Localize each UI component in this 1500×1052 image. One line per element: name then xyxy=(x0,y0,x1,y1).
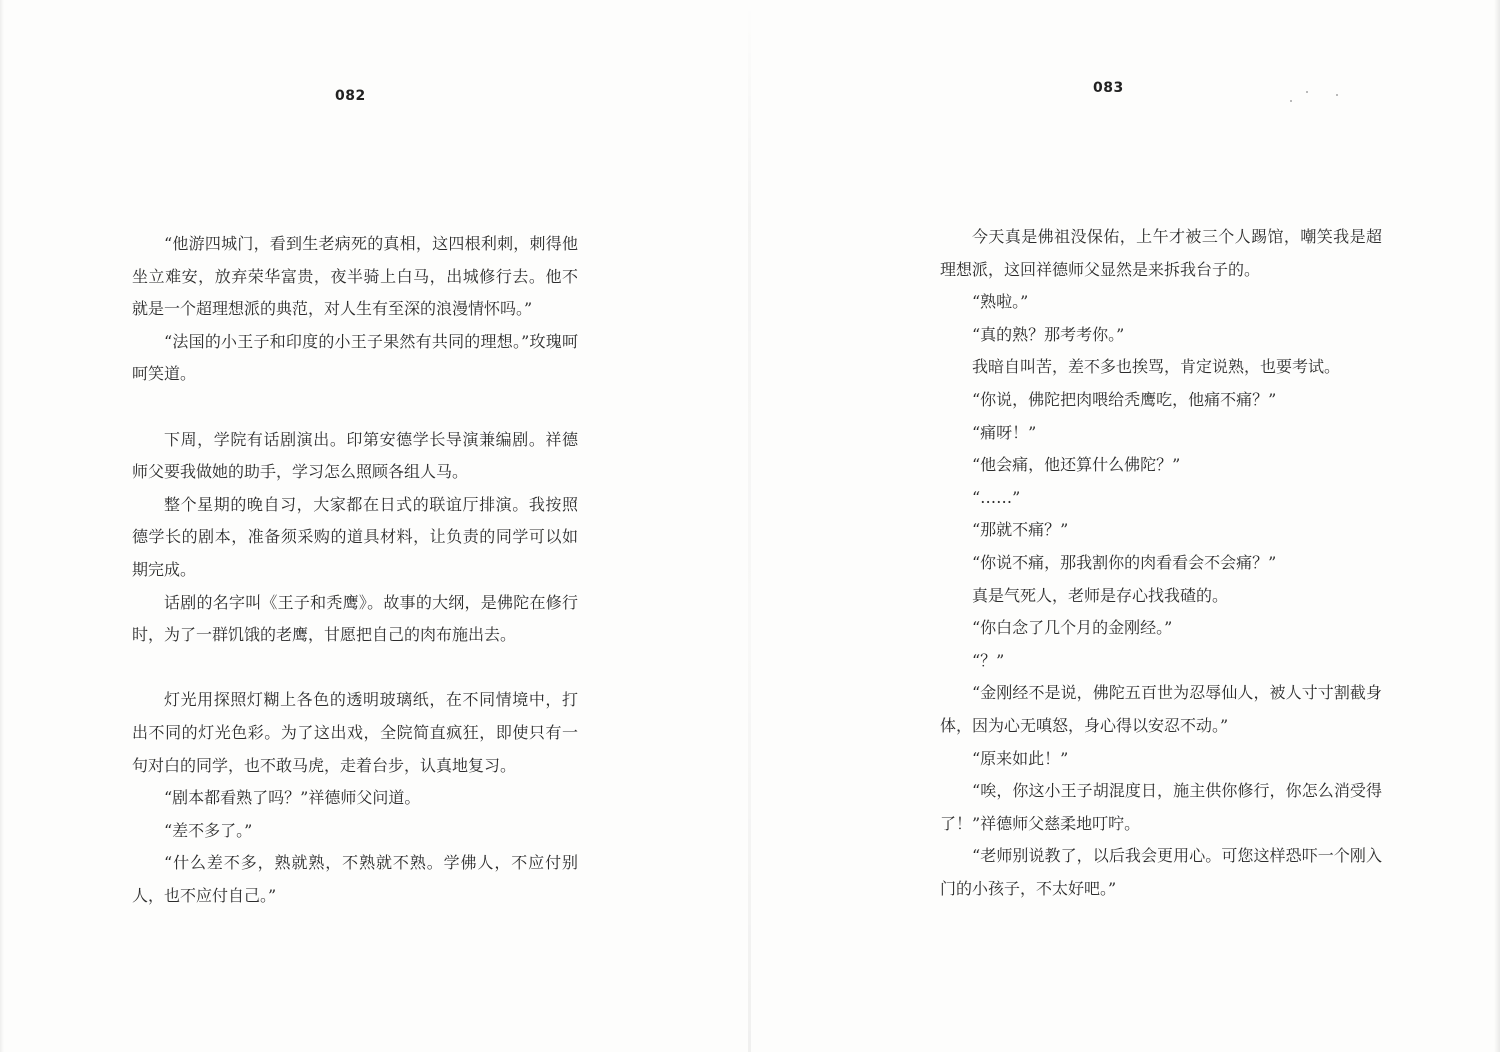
paragraph: “你说，佛陀把肉喂给秃鹰吃，他痛不痛？” xyxy=(972,389,1277,409)
page-number-right: 083 xyxy=(1093,80,1124,96)
paragraph: “那就不痛？” xyxy=(972,520,1069,540)
right-page-text xyxy=(940,221,1382,905)
paragraph: “你白念了几个月的金刚经。” xyxy=(972,618,1173,638)
paragraph: 今天真是佛祖没保佑，上午才被三个人踢馆，嘲笑我是超理想派，这回祥德师父显然是来拆我台子的。 xyxy=(940,227,1382,279)
paragraph: 话剧的名字叫《王子和秃鹰》。故事的大纲，是佛陀在修行时，为了一群饥饿的老鹰，甘愿把自己的肉布施出去。 xyxy=(132,592,578,645)
paragraph: 整个星期的晚自习，大家都在日式的联谊厅排演。我按照德学长的剧本，准备须采购的道具材料，让负责的同学可以如期完成。 xyxy=(132,494,578,579)
paragraph: 下周，学院有话剧演出。印第安德学长导演兼编剧。祥德师父要我做她的助手，学习怎么照顾各组人马。 xyxy=(132,429,578,482)
scan-speck xyxy=(1336,94,1338,96)
paragraph: “原来如此！” xyxy=(972,748,1069,768)
scan-speck xyxy=(1290,100,1292,102)
left-page-text xyxy=(132,228,578,912)
paragraph: 真是气死人，老师是存心找我碴的。 xyxy=(972,585,1229,605)
page-edge-shadow-right xyxy=(1494,0,1500,1052)
paragraph: “熟啦。” xyxy=(972,292,1029,312)
paragraph: 我暗自叫苦，差不多也挨骂，肯定说熟，也要考试。 xyxy=(972,357,1341,377)
paragraph: “他会痛，他还算什么佛陀？” xyxy=(972,455,1181,475)
paragraph: “？” xyxy=(972,650,1005,670)
scan-speck xyxy=(1306,91,1308,93)
paragraph: “差不多了。” xyxy=(164,820,253,840)
paragraph: “金刚经不是说，佛陀五百世为忍辱仙人，被人寸寸割截身体，因为心无嗔怒，身心得以安忍不动。” xyxy=(940,683,1382,735)
book-gutter xyxy=(748,0,751,1052)
paragraph: “你说不痛，那我割你的肉看看会不会痛？” xyxy=(972,552,1277,572)
paragraph: “他游四城门，看到生老病死的真相，这四根利刺，刺得他坐立难安，放弃荣华富贵，夜半骑上白马，出城修行去。他不就是一个超理想派的典范，对人生有至深的浪漫情怀吗。” xyxy=(132,234,578,319)
paragraph: “什么差不多，熟就熟，不熟就不熟。学佛人，不应付别人，也不应付自己。” xyxy=(132,853,578,905)
page-number-left: 082 xyxy=(335,88,366,104)
page-edge-shadow-left xyxy=(0,0,4,1052)
paragraph: “唉，你这小王子胡混度日，施主供你修行，你怎么消受得了！”祥德师父慈柔地叮咛。 xyxy=(940,781,1382,833)
paragraph: “剧本都看熟了吗？”祥德师父问道。 xyxy=(164,788,421,808)
paragraph: 灯光用探照灯糊上各色的透明玻璃纸，在不同情境中，打出不同的灯光色彩。为了这出戏，全院简直疯狂，即使只有一句对白的同学，也不敢马虎，走着台步，认真地复习。 xyxy=(132,690,578,775)
paragraph: “……” xyxy=(972,487,1021,507)
paragraph: “痛呀！” xyxy=(972,422,1037,442)
paragraph: “真的熟？那考考你。” xyxy=(972,324,1125,344)
paragraph: “法国的小王子和印度的小王子果然有共同的理想。”玫瑰呵呵笑道。 xyxy=(132,331,578,384)
paragraph: “老师别说教了，以后我会更用心。可您这样恐吓一个刚入门的小孩子，不太好吧。” xyxy=(940,846,1382,898)
